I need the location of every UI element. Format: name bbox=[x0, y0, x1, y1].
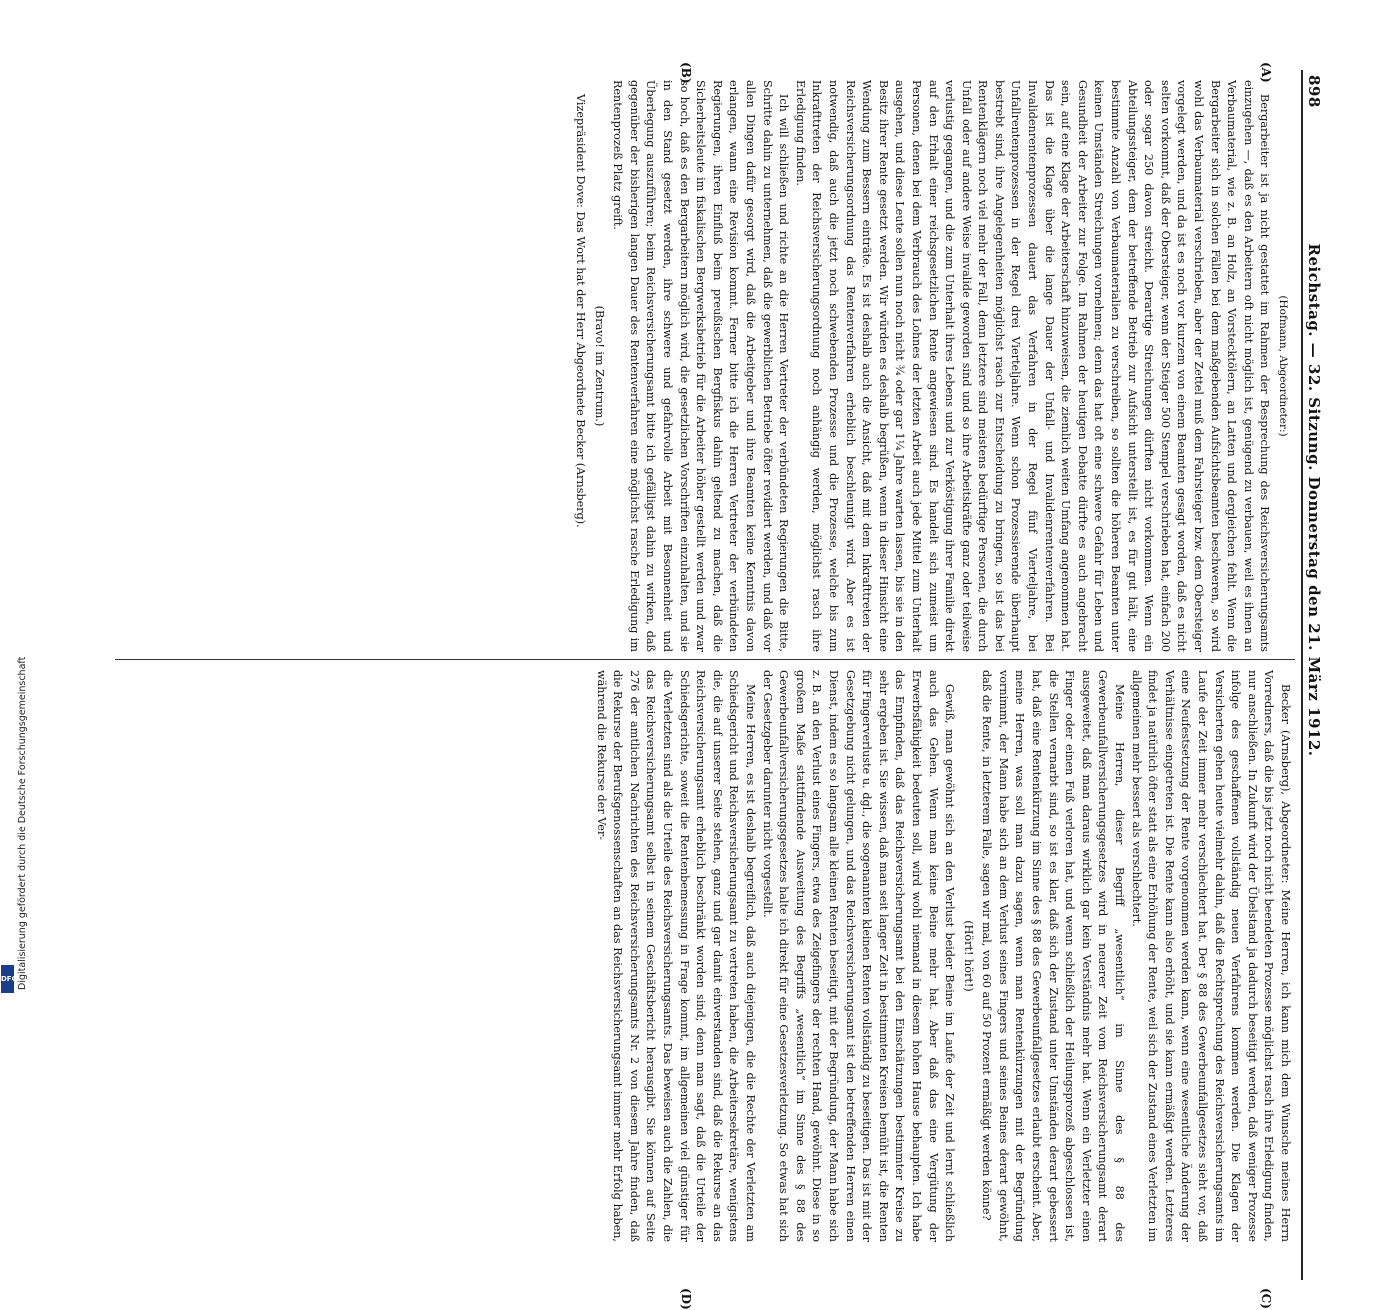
paragraph: Becker (Arnsberg), Abgeordneter: Meine Herren, ich kann mich dem Wunsche meines Herrn Vorredners, daß die bis jetzt noch nicht beendeten Prozesse möglichst rasch ihre Erledigung finden, nur anschließen. In Zukunft wird der Übelstand ja dadurch beseitigt werden, daß weniger Prozesse infolge des geschaffenen vollständig neuen Verfahrens kommen werden. Die Klagen der Versicherten gehen heute vielmehr dahin, daß die Rechtsprechung des Reichsversicherungsamts im Laufe der Zeit immer mehr verschlechtert hat. Der § 88 des Gewerbeunfallgesetzes sieht vor, daß eine Neufestsetzung der Rente vorgenommen werden kann, wenn eine wesentliche Änderung der Verhältnisse eingetreten ist. Die Rente kann also erhöht, und sie kann ermäßigt werden. Letzteres findet ja natürlich öfter statt als eine Erhöhung der Rente, weil sich der Zustand eines Verletzten im allgemeinen mehr bessert als verschlechtert. bbox=[1129, 670, 1292, 1242]
header-rule bbox=[1301, 70, 1303, 1280]
margin-marker-d: (D) bbox=[679, 1288, 693, 1310]
paragraph: Meine Herren, dieser Begriff „wesentlich“ im Sinne des § 88 des Gewerbeunfallversicherungsgesetzes wird in neuerer Zeit vom Reichsversicherungsamt derart ausgeweitet, daß man daraus wirklich gar kein Verständnis mehr hat. Wenn ein Verletzter einen Finger oder einen Fuß verloren hat, und wenn schließlich der Heilungsprozeß abgeschlossen ist, die Stellen vernarbt sind, so ist es klar, daß sich der Zustand unter Umständen derart gebessert hat, daß eine Rentenkürzung im Sinne des § 88 des Gewerbeunfallgesetzes erlaubt erscheint. Aber, meine Herren, was soll man dazu sagen, wenn man Rentenkürzungen mit der Begründung vornimmt, der Mann habe sich an dem Verlust seines Fingers und seines Beines derart gewöhnt, daß die Rente, in letzterem Falle, sagen wir mal, von 60 auf 50 Prozent ermäßigt werden könne? bbox=[980, 670, 1127, 1242]
page-title: Reichstag. — 32. Sitzung. Donnerstag den 21. März 1912. bbox=[1305, 243, 1323, 757]
left-column bbox=[103, 80, 1293, 652]
dfg-logo: DFG bbox=[1, 965, 14, 993]
speaker-note: (Hofmann, Abgeordneter:) bbox=[1277, 295, 1289, 437]
credit-text: Digitalisierung gefördert durch die Deutsche Forschungsgemeinschaft bbox=[17, 656, 28, 990]
paragraph: Bergarbeiter ist ja nicht gestattet im Rahmen der Besprechung des Reichsversicherungsamts einzugehen —, daß es den Arbeitern oft nicht möglich ist, genügend zu verbauen, weil es ihnen an Verbaumaterial, wie z. B. an Holz, an Vorstecktölern, an Latten und dergleichen fehlt. Wenn die Bergarbeiter sich in solchen Fällen bei dem maßgebenden Aufsichtsbeamten beschweren, so wird wohl das Verbaumaterial verschrieben, aber der Zettel muß dem Fahrsteiger bzw. dem Obersteiger vorgelegt werden, und da ist es noch vor kurzem von einem Beamten gesagt worden, daß es nicht selten vorkommt, daß der Obersteiger, wenn der Steiger 500 Stempel verschrieben hat, einfach 200 oder sogar 250 davon streicht. Derartige Streichungen dürften nicht vorkommen. Wenn ein Abteilungssteiger, dem der betreffende Betrieb zur Aufsicht unterstellt ist, es für gut hält, eine bestimmte Anzahl von Verbaumaterialien zu verschreiben, so sollten die höheren Beamten unter keinen Umständen Streichungen vornehmen; denn das hat oft eine schwere Gefahr für Leben und Gesundheit der Arbeiter zur Folge. Im Rahmen der heutigen Debatte dürfte es auch angebracht sein, auf eine Klage der Arbeiterschaft hinzuweisen, die ziemlich weiten Umfang angenommen hat. Das ist die Klage über die lange Dauer der Unfall- und Invalidenrentenverfahren. Bei Invalidenrentenprozessen dauert das Verfahren in der Regel fünf Vierteljahre, bei Unfallrentenprozessen in der Regel drei Vierteljahre. Wenn schon Prozessierende überhaupt bestrebt sind, ihre Angelegenheiten möglichst rasch zur Entscheidung zu bringen, so ist das bei Rentenklägern noch viel mehr der Fall, denn letztere sind meistens bedürftige Personen, die durch Unfall oder auf andere Weise invalide geworden sind und so ihre Arbeitskräfte ganz oder teilweise verlustig gegangen, und die zum Unterhalt ihres Lebens und zur Verköstigung ihrer Familie direkt auf den Erhalt einer reichsgesetzlichen Rente angewiesen sind. Es handelt sich zumeist um Personen, denen bei dem Verbrauch des Lohnes der letzten Arbeit auch jede Mittel zum Unterhalt ausgehen, und diese Leute sollen nun noch nicht ¾ oder gar 1¼ Jahre warten lassen, bis sie in den Besitz ihrer Rente gesetzt werden. Wir würden es deshalb begrüßen, wenn in dieser Hinsicht eine Wendung zum Bessern einträte. Es ist deshalb auch die Ansicht, daß mit dem Inkrafttreten der Reichsversicherungsordnung das Rentenverfahren erheblich beschleunigt wird. Aber es ist notwendig, daß auch die jetzt noch schwebenden Prozesse und die Prozesse, welche bis zum Inkrafttreten der Reichsversicherungsordnung noch anhängig werden, möglichst rasch ihre Erledigung finden. bbox=[793, 80, 1272, 652]
closing-paragraph: Vizepräsident Dove: Das Wort hat der Herr Abgeordnete Becker (Arnsberg). bbox=[574, 94, 588, 528]
page-number: 898 bbox=[1305, 75, 1323, 108]
margin-marker-b: (B) bbox=[679, 62, 693, 84]
right-column bbox=[103, 670, 1293, 1242]
interjection: (Hört! hört!) bbox=[961, 920, 975, 992]
paragraph: Ich will schließen und richte an die Herren Vertreter der verbündeten Regierungen die Bitte, Schritte dahin zu unternehmen, daß die gewerblichen Betriebe öfter revidiert werden, und daß vor allen Dingen dafür gesorgt wird, daß die Arbeitgeber und ihre Beamten keine Kenntnis davon erlangen, wann eine Revision kommt. Ferner bitte ich die Herren Vertreter der verbündeten Regierungen, ihren Einfluß beim preußischen Bergfiskus dahin geltend zu machen, daß die Sicherheitsleute im fiskalischen Bergwerksbetrieb für die Arbeiter höher gestellt werden und zwar so hoch, daß es den Bergarbeitern möglich wird, die gesetzlichen Vorschriften einzuhalten, und sie in den Stand gesetzt werden, ihre schwere und gefahrvolle Arbeit mit Besonnenheit und Überlegung auszuführen; beim Reichsversicherungsamt bitte ich gefälligst dahin zu wirken, daß gegenüber der bisherigen langen Dauer des Rentenverfahren eine möglichst rasche Erledigung im Rentenprozeß Platz greift. bbox=[611, 80, 791, 652]
applause-note: (Bravo! im Zentrum.) bbox=[592, 305, 606, 427]
margin-marker-c: (C) bbox=[1259, 1288, 1273, 1309]
column-divider bbox=[115, 659, 1295, 660]
margin-marker-a: (A) bbox=[1259, 62, 1273, 83]
paragraph: Gewiß, man gewöhnt sich an den Verlust beider Beine im Laufe der Zeit und lernt schließlich auch das Gehen. Wenn man keine Beine mehr hat. Aber daß das eine Vergütung der Erwerbsfähigkeit bedeuten soll, wird wohl niemand in diesem hohen Hause behaupten. Ich habe das Empfinden, daß das Reichsversicherungsamt bei den Einschätzungen bestimmter Kreise zu sehr ergeben ist. Sie wissen, daß man seit langer Zeit in bestimmten Kreisen bemüht ist, die Renten für Fingerverluste u. dgl., die sogenannten kleinen Renten vollständig zu beseitigen. Das ist mit der Gesetzgebung nicht gelungen, und das Reichsversicherungsamt ist den betreffenden Herren einen Dienst, indem es so langsam alle kleinen Renten beseitigt, mit der Begründung, der Mann habe sich z. B. an den Verlust eines Fingers, etwa des Zeigefingers der rechten Hand, gewöhnt. Diese in so großem Maße stattfindende Ausweitung des Begriffs „wesentlich“ im Sinne des § 88 des Gewerbeunfallversicherungsgesetzes halte ich direkt für eine Gesetzesverletzung. So etwas hat sich der Gesetzgeber darunter nicht vorgestellt. bbox=[760, 670, 957, 1242]
digitization-credit bbox=[3, 0, 28, 1000]
paragraph: Meine Herren, es ist deshalb begreiflich, daß auch diejenigen, die die Rechte der Verletzten am Schiedsgericht und Reichsversicherungsamt zu vertreten haben, die Arbeitersekretäre, wenigstens die, die auf unserer Seite stehen, ganz und gar damit einverstanden sind, daß die Rekurse an das Reichsversicherungsamt erheblich beschränkt worden sind; denn man sagt, daß die Urteile der Schiedsgerichte, soweit die Rentenbemessung in Frage kommt, im allgemeinen viel günstiger für die Verletzten sind als die Urteile des Reichsversicherungsamts. Das beweisen auch die Zahlen, die das Reichsversicherungsamt selbst in seinem Geschäftsbericht herausgibt. Sie können auf Seite 276 der amtlichen Nachrichten des Reichsversicherungsamts Nr. 2 von diesem Jahre finden, daß die Rekurse der Berufsgenossenschaften an das Reichsversicherungsamt immer mehr Erfolg haben, während die Rekurse der Ver- bbox=[594, 670, 757, 1242]
